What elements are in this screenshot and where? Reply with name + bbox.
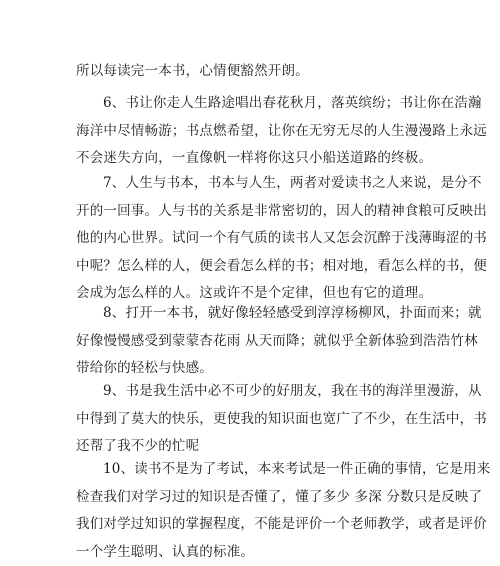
paragraph-item-9 <box>76 378 426 461</box>
text-line: 一个学生聪明、认真的标准。 <box>76 539 426 566</box>
text-line: 会成为怎么样的人。这或许不是个定律，但也有它的道理。 <box>76 280 426 308</box>
text-line: 我们对学过知识的掌握程度，不能是评价一个老师教学，或者是评价 <box>76 511 426 539</box>
text-line: 检查我们对学习过的知识是否懂了，懂了多少 多深 分数只是反映了 <box>76 484 426 512</box>
text-line: 带给你的轻松与快感。 <box>76 355 426 383</box>
text-line: 海洋中尽情畅游；书点燃希望，让你在无穷无尽的人生漫漫路上永远 <box>76 118 426 146</box>
text-line: 中得到了莫大的快乐，更使我的知识面也宽广了不少，在生活中，书 <box>76 406 426 434</box>
text-line: 他的内心世界。试问一个有气质的读书人又怎会沉醉于浅薄晦涩的书 <box>76 225 426 253</box>
text-line: 不会迷失方向，一直像帆一样将你这只小船送道路的终极。 <box>76 145 426 173</box>
paragraph-item-10 <box>76 456 426 566</box>
text-line: 中呢？怎么样的人，便会看怎么样的书；相对地，看怎么样的书，便 <box>76 253 426 281</box>
paragraph-item-7 <box>76 170 426 308</box>
text-line: 还帮了我不少的忙呢 <box>76 433 426 461</box>
text-line: 7、人生与书本，书本与人生，两者对爱读书之人来说，是分不 <box>76 170 426 198</box>
text-line: 所以每读完一本书，心情便豁然开朗。 <box>76 58 426 86</box>
text-line: 10、读书不是为了考试，本来考试是一件正确的事情，它是用来 <box>76 456 426 484</box>
text-line: 8、打开一本书，就好像轻轻感受到淳淳杨柳风，扑面而来；就 <box>76 300 426 328</box>
paragraph-item-6 <box>76 90 426 173</box>
paragraph-continuation <box>76 58 426 86</box>
text-line: 9、书是我生活中必不可少的好朋友，我在书的海洋里漫游，从 <box>76 378 426 406</box>
text-line: 开的一回事。人与书的关系是非常密切的，因人的精神食粮可反映出 <box>76 198 426 226</box>
text-line: 6、书让你走人生路途唱出春花秋月，落英缤纷；书让你在浩瀚 <box>76 90 426 118</box>
text-line: 好像慢慢感受到蒙蒙杏花雨 从天而降；就似乎全新体验到浩浩竹林 <box>76 328 426 356</box>
paragraph-item-8 <box>76 300 426 383</box>
